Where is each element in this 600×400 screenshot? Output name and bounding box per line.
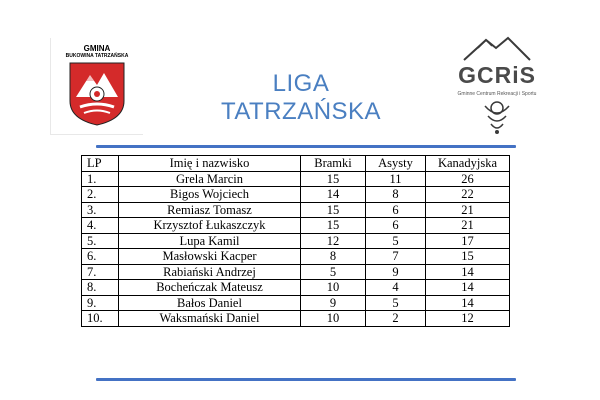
header-assists: Asysty (366, 156, 426, 172)
header-lp: LP (82, 156, 119, 172)
header-name: Imię i nazwisko (119, 156, 301, 172)
table-row (82, 233, 510, 249)
table-row (82, 249, 510, 265)
cell-lp: 10. (82, 311, 119, 327)
cell-goals: 15 (301, 171, 366, 187)
cell-lp: 1. (82, 171, 119, 187)
cell-canadian: 22 (426, 187, 510, 203)
cell-goals: 15 (301, 218, 366, 234)
cell-name: Waksmański Daniel (119, 311, 301, 327)
cell-lp: 6. (82, 249, 119, 265)
cell-lp: 5. (82, 233, 119, 249)
cell-assists: 5 (366, 233, 426, 249)
cell-name: Bocheńczak Mateusz (119, 280, 301, 296)
cell-assists: 5 (366, 295, 426, 311)
cell-lp: 8. (82, 280, 119, 296)
cell-goals: 8 (301, 249, 366, 265)
cell-assists: 7 (366, 249, 426, 265)
cell-canadian: 12 (426, 311, 510, 327)
cell-name: Grela Marcin (119, 171, 301, 187)
cell-name: Bigos Wojciech (119, 187, 301, 203)
coat-of-arms-icon (68, 61, 126, 127)
gcris-subtitle: Gminne Centrum Rekreacji i Sportu (457, 91, 537, 97)
cell-assists: 4 (366, 280, 426, 296)
cell-goals: 12 (301, 233, 366, 249)
standings-table (81, 155, 510, 327)
cell-lp: 7. (82, 264, 119, 280)
bottom-divider (96, 378, 516, 381)
cell-canadian: 15 (426, 249, 510, 265)
cell-name: Remiasz Tomasz (119, 202, 301, 218)
header-goals: Bramki (301, 156, 366, 172)
cell-lp: 9. (82, 295, 119, 311)
cell-canadian: 14 (426, 295, 510, 311)
cell-canadian: 14 (426, 264, 510, 280)
cell-lp: 3. (82, 202, 119, 218)
cell-name: Lupa Kamil (119, 233, 301, 249)
cell-assists: 9 (366, 264, 426, 280)
cell-canadian: 21 (426, 218, 510, 234)
table-row (82, 295, 510, 311)
cell-goals: 10 (301, 311, 366, 327)
cell-lp: 4. (82, 218, 119, 234)
cell-name: Masłowski Kacper (119, 249, 301, 265)
folk-ornament-icon (452, 98, 542, 136)
cell-name: Rabiański Andrzej (119, 264, 301, 280)
cell-assists: 6 (366, 218, 426, 234)
gcris-name: GCRiS (458, 62, 536, 88)
cell-assists: 2 (366, 311, 426, 327)
cell-goals: 14 (301, 187, 366, 203)
table-row (82, 218, 510, 234)
cell-canadian: 14 (426, 280, 510, 296)
cell-canadian: 21 (426, 202, 510, 218)
cell-assists: 6 (366, 202, 426, 218)
table-row (82, 171, 510, 187)
cell-canadian: 17 (426, 233, 510, 249)
cell-goals: 9 (301, 295, 366, 311)
table-header-row (82, 156, 510, 172)
gmina-name: GMINA (83, 44, 111, 53)
cell-goals: 15 (301, 202, 366, 218)
gmina-subtitle: BUKOWINA TATRZAŃSKA (65, 53, 129, 59)
table-row (82, 280, 510, 296)
gmina-logo (50, 38, 143, 135)
cell-assists: 11 (366, 171, 426, 187)
cell-lp: 2. (82, 187, 119, 203)
cell-name: Krzysztof Łukaszczyk (119, 218, 301, 234)
cell-goals: 5 (301, 264, 366, 280)
cell-assists: 8 (366, 187, 426, 203)
gcris-logo (452, 34, 542, 138)
cell-goals: 10 (301, 280, 366, 296)
table-row (82, 264, 510, 280)
top-divider (96, 145, 516, 148)
table-row (82, 202, 510, 218)
cell-name: Bałos Daniel (119, 295, 301, 311)
table-row (82, 311, 510, 327)
header-canadian: Kanadyjska (426, 156, 510, 172)
mountain-icon (452, 34, 542, 64)
page-title: LIGA TATRZAŃSKA (220, 70, 382, 125)
cell-canadian: 26 (426, 171, 510, 187)
table-row (82, 187, 510, 203)
